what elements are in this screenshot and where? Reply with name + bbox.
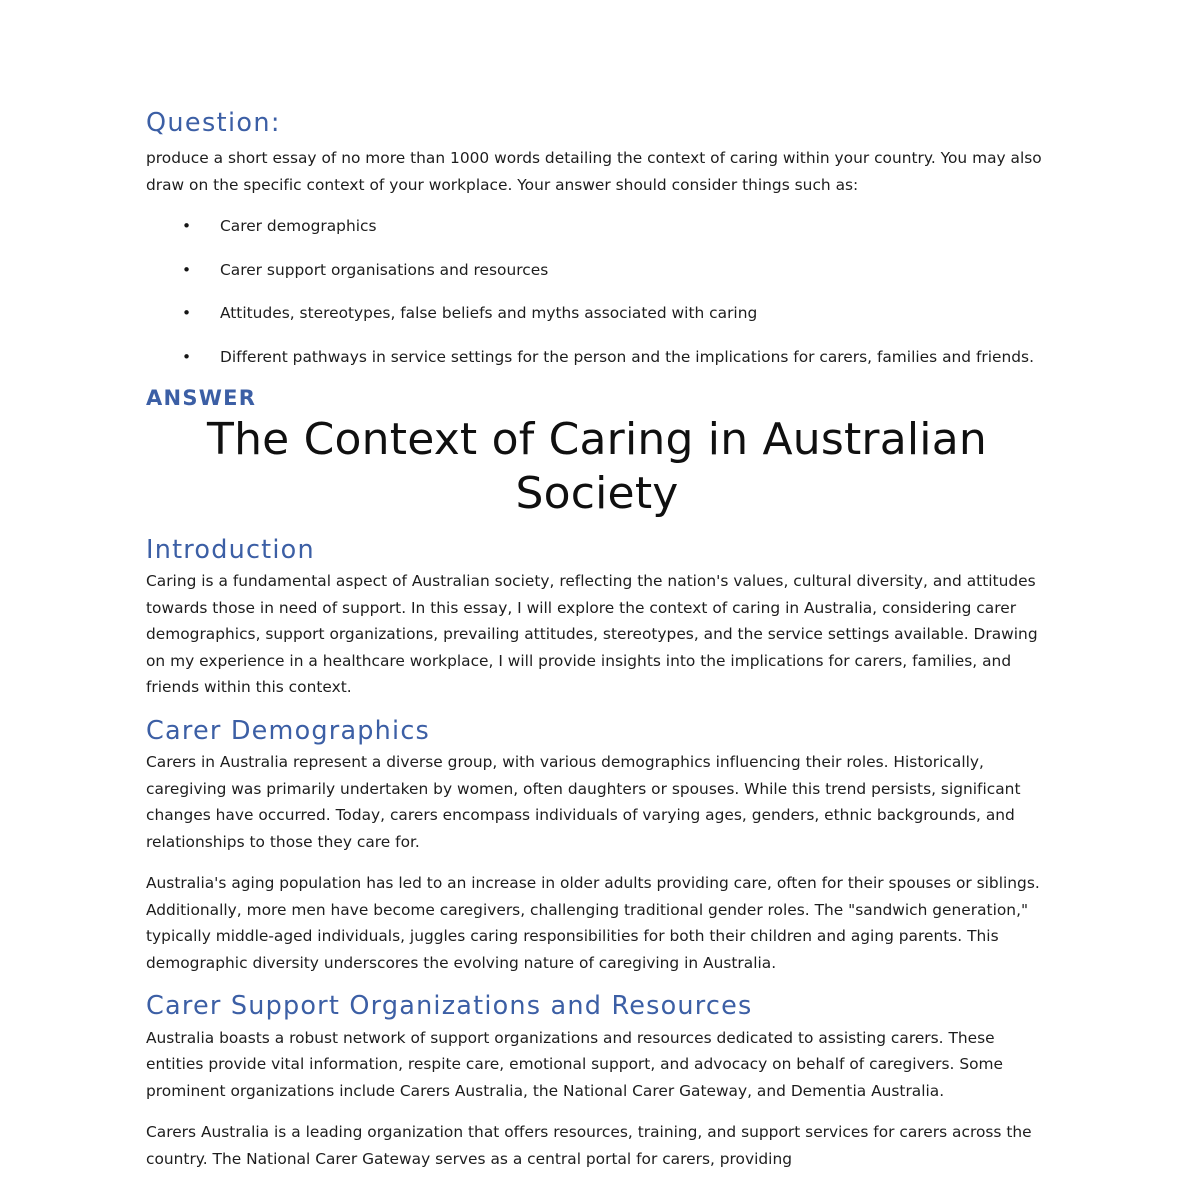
section-paragraph: Australia's aging population has led to an increase in older adults providing care, often for their spouses or siblings. Additionally, more men have become caregivers, challenging traditional gender roles. The "sandwich generation," typically middle-aged individuals, juggles caring responsibilities for both their children and aging parents. This demographic diversity underscores the evolving nature of caregiving in Australia.	[146, 874, 1040, 972]
section-paragraph: Australia boasts a robust network of support organizations and resources dedicated to assisting carers. These entities provide vital information, respite care, emotional support, and advocacy on behalf of caregivers. Some prominent organizations include Carers Australia, the National Carer Gateway, and Dementia Australia.	[146, 1028, 1004, 1100]
section-paragraph: Carers in Australia represent a diverse group, with various demographics influencing their roles. Historically, caregiving was primarily undertaken by women, often daughters or spouses. While this trend persists, significant changes have occurred. Today, carers encompass individuals of varying ages, genders, ethnic backgrounds, and relationships to those they care for.	[146, 753, 1021, 851]
section-heading-introduction: Introduction	[146, 534, 315, 565]
list-item	[146, 344, 1048, 370]
list-item-text: Carer demographics	[220, 217, 377, 236]
list-item-text: Attitudes, stereotypes, false beliefs and myths associated with caring	[220, 304, 758, 323]
page-title: The Context of Caring in Australian Society	[207, 414, 987, 519]
answer-label: ANSWER	[146, 386, 257, 411]
list-item	[146, 300, 1048, 326]
bullet-icon: •	[182, 217, 192, 236]
section-heading-carer-demographics: Carer Demographics	[146, 715, 431, 746]
section-heading-carer-support-organizations: Carer Support Organizations and Resources	[146, 991, 753, 1022]
section-paragraph: Carers Australia is a leading organization that offers resources, training, and support services for carers across the country. The National Carer Gateway serves as a central portal for carers, providing	[146, 1123, 1032, 1168]
bullet-icon: •	[182, 347, 192, 366]
list-item-text: Different pathways in service settings for the person and the implications for carers, families and friends.	[220, 347, 1034, 366]
question-heading: Question:	[146, 108, 281, 138]
section-paragraph: Caring is a fundamental aspect of Australian society, reflecting the nation's values, cultural diversity, and attitudes towards those in need of support. In this essay, I will explore the context of caring in Australia, considering carer demographics, support organizations, prevailing attitudes, stereotypes, and the service settings available. Drawing on my experience in a healthcare workplace, I will provide insights into the implications for carers, families, and friends within this context.	[146, 572, 1038, 697]
bullet-icon: •	[182, 260, 192, 279]
list-item	[146, 213, 1048, 239]
question-bullet-list	[146, 213, 1048, 370]
bullet-icon: •	[182, 304, 192, 323]
list-item-text: Carer support organisations and resources	[220, 260, 549, 279]
list-item	[146, 257, 1048, 283]
question-prompt-paragraph: produce a short essay of no more than 1000 words detailing the context of caring within your country. You may also draw on the specific context of your workplace. Your answer should consider things such as:	[146, 149, 1042, 194]
